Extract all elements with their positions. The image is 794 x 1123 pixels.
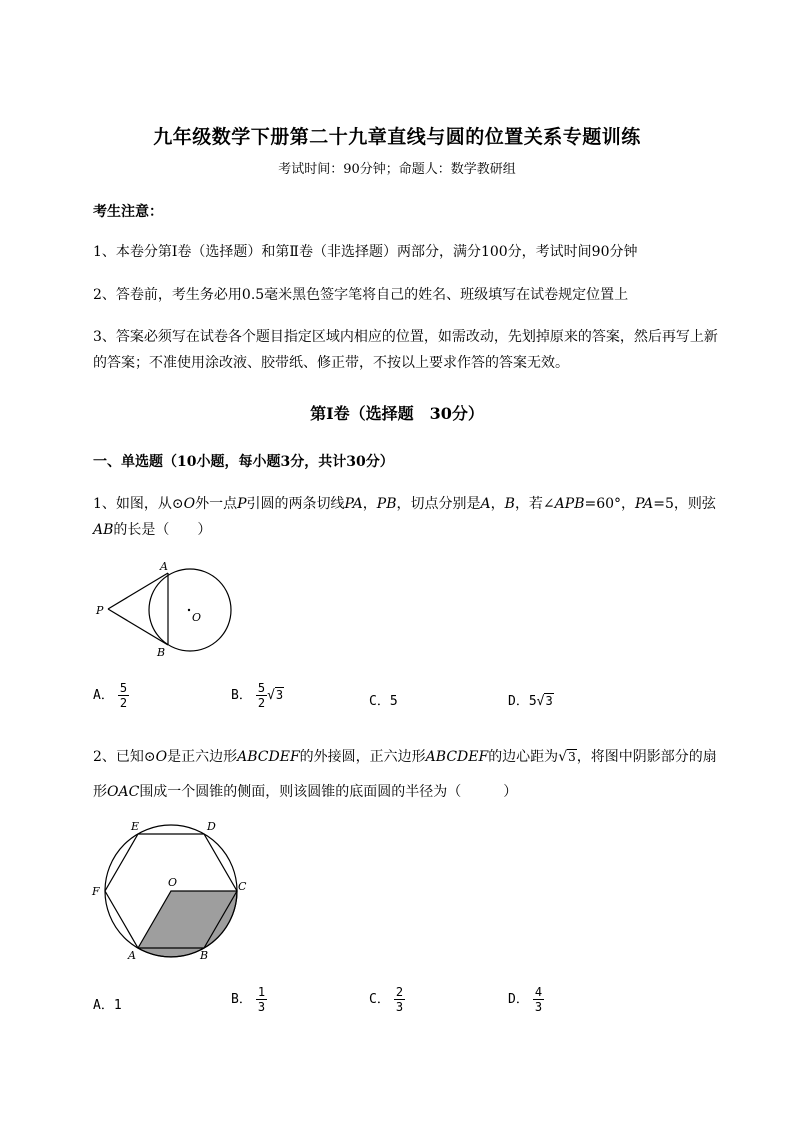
notice-item-3: 3、答案必须写在试卷各个题目指定区域内相应的位置，如需改动，先划掉原来的答案，然后再写上新 [93,329,718,345]
notice-item-2: 2、答卷前，考生务必用0.5毫米黑色签字笔将自己的姓名、班级填写在试卷规定位置上 [93,287,629,303]
q1-label-B: B [157,646,166,659]
q1-stem-line1: 1、如图，从⊙O外一点P引圆的两条切线PA，PB，切点分别是A，B，若∠APB=60°，PA=5，则弦 [93,496,716,512]
notice-heading: 考生注意： [93,204,163,220]
q2-stem-line2: 形OAC围成一个圆锥的侧面，则该圆锥的底面圆的半径为（ ） [93,784,518,800]
q2-label-D: D [207,820,216,833]
q1-label-A: A [160,560,168,573]
page-title: 九年级数学下册第二十九章直线与圆的位置关系专题训练 [153,126,641,148]
q2-option-B[interactable]: B． $\frac{1}{3}$ [231,985,266,1014]
q1-option-C[interactable]: C．5 [369,694,398,709]
q1-option-D[interactable]: D．5√3 [508,694,553,709]
q1-label-P: P [96,604,104,617]
q2-option-A[interactable]: A．1 [93,998,122,1013]
q2-option-C[interactable]: C． $\frac{2}{3}$ [369,985,404,1014]
q2-label-A: A [128,949,136,962]
q2-label-E: E [131,820,140,833]
q1-option-A[interactable]: A． $\frac{5}{2}$ [93,681,128,710]
q2-label-B: B [200,949,209,962]
q2-label-F: F [92,885,100,898]
q1-option-B[interactable]: B． $\frac{5}{2}$ √3 [231,681,284,710]
q2-label-O: O [168,876,178,889]
part-heading: 一、单选题（10小题，每小题3分，共计30分） [93,454,394,470]
q2-option-D[interactable]: D． $\frac{4}{3}$ [508,985,543,1014]
notice-item-3-cont: 的答案；不准使用涂改液、胶带纸、修正带，不按以上要求作答的答案无效。 [93,355,569,371]
q2-stem-line1: 2、已知⊙O是正六边形ABCDEF的外接圆，正六边形ABCDEF的边心距为√3，将图中阴影部分的扇 [93,749,717,765]
section-title: 第I卷（选择题 30分） [310,404,484,423]
q1-label-O: O [192,611,202,624]
exam-subtitle: 考试时间：90分钟；命题人：数学教研组 [278,162,516,177]
q1-stem-line2: AB的长是（ ） [93,522,212,538]
q2-hexagon-figure [88,815,253,965]
q1-tangent-figure [90,558,240,662]
q2-label-C: C [238,880,247,893]
notice-item-1: 1、本卷分第I卷（选择题）和第Ⅱ卷（非选择题）两部分，满分100分，考试时间90分钟 [93,244,638,260]
